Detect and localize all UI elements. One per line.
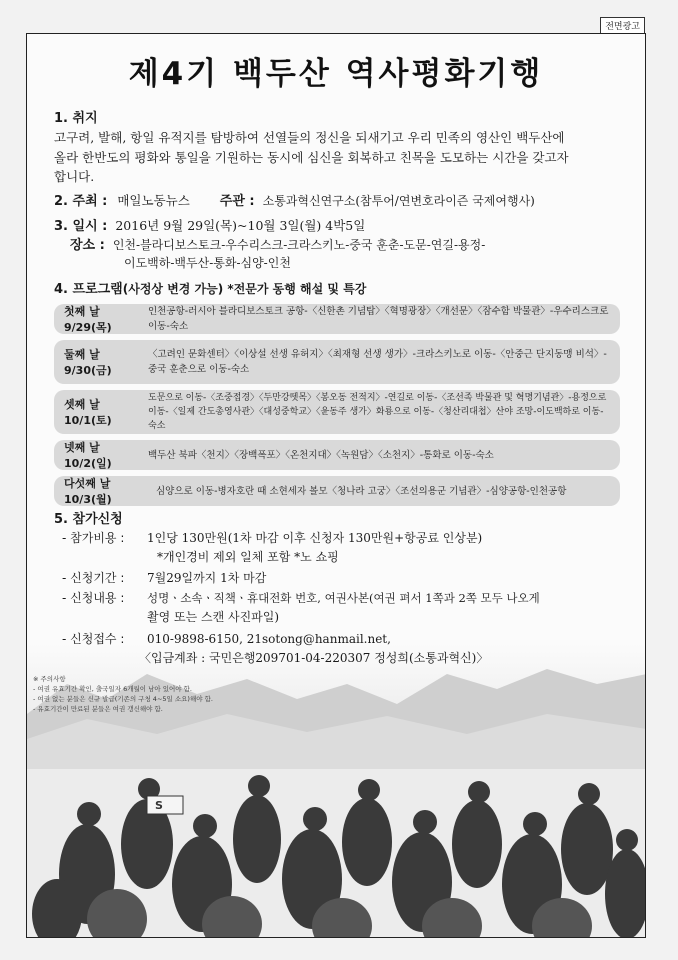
date-label: 3. 일시 : (54, 219, 108, 234)
program-desc: 도문으로 이동-〈조중접경〉〈두만강뗏목〉〈봉오동 전적지〉-연길로 이동-〈조선족 박물관 및 혁명기념관〉-용정으로 이동-〈일제 간도총영사관〉〈대성중학교〉〈윤동주 생가〉화룡으로 이동-〈청산리대첩〉산야 조망-이도백하로 이동-숙소 (148, 393, 607, 431)
program-heading-note: (사정상 변경 가능) (122, 282, 224, 296)
place-line: 이도백하-백두산-통화-심양-인천 (124, 256, 291, 270)
program-row (54, 476, 620, 506)
note-line: - 여권 없는 분들은 신규 발급(기존의 구청 4~5일 소요)해야 함. (33, 695, 213, 703)
date-value: 2016년 9월 29일(목)~10월 3일(월) 4박5일 (115, 218, 366, 233)
program-day: 첫째 날 9/29(목) (64, 305, 112, 334)
place-row (70, 235, 630, 255)
ad-tag: 전면광고 (600, 17, 645, 34)
program-heading (54, 279, 624, 299)
program-row (54, 304, 620, 334)
poster-frame (26, 33, 646, 938)
program-day: 둘째 날 9/30(금) (64, 348, 112, 377)
host-label: 2. 주최 : (54, 194, 108, 209)
program-row (54, 340, 620, 384)
notes (33, 674, 213, 714)
note-line: - 유효기간이 만료된 분들은 여권 갱신해야 함. (33, 705, 163, 713)
program-row (54, 390, 620, 434)
purpose-heading: 1. 취지 (54, 111, 98, 126)
program-desc: 심양으로 이동-병자호란 때 소현세자 볼모〈청나라 고궁〉〈조선의용군 기념관〉-심양공항-인천공항 (156, 485, 567, 497)
program-desc: 백두산 북파〈천지〉〈장백폭포〉〈온천지대〉〈녹원담〉〈소천지〉-통화로 이동-숙소 (148, 449, 494, 461)
place-line: 인천-블라디보스토크-우수리스크-크라스키노-중국 훈춘-도문-연길-용정- (112, 238, 486, 252)
place-label: 장소 : (70, 238, 105, 253)
fee-value: 1인당 130만원(1차 마감 이후 신청자 130만원+항공료 인상분) (147, 531, 483, 545)
purpose-line: 합니다. (54, 169, 95, 184)
program-desc: 인천공항-러시아 블라디보스토크 공항-〈신한촌 기념탑〉〈혁명광장〉〈개선문〉〈잠수함 박물관〉-우수리스크로 이동-숙소 (148, 306, 609, 332)
notes-title: ※ 주의사항 (33, 675, 66, 683)
fee-label: - 참가비용 : (62, 531, 125, 545)
date-row (54, 216, 624, 236)
purpose-line: 올라 한반도의 평화와 통일을 기원하는 동시에 심신을 회복하고 친목을 도모하는 시간을 갖고자 (54, 149, 569, 165)
program-day: 셋째 날 10/1(토) (64, 398, 112, 427)
period-value: 7월29일까지 1차 마감 (147, 571, 267, 585)
apply-contact: 010-9898-6150, 21sotong@hanmail.net, (147, 632, 391, 646)
program-day: 다섯째 날 10/3(월) (64, 477, 112, 506)
apply-heading: 5. 참가신청 (54, 512, 123, 527)
organizer-label: 주관 : (219, 194, 255, 209)
content-label: - 신청내용 : (62, 591, 125, 605)
content-value: 촬영 또는 스캔 사진파일) (147, 610, 280, 624)
apply-label: - 신청접수 : (62, 632, 125, 646)
organizer-value: 소통과혁신연구소(참투어/연변호라이즌 국제여행사) (262, 194, 535, 208)
program-day: 넷째 날 10/2(일) (64, 441, 112, 470)
note-line: - 여권 유효기간 확인, 출국일자 6개월이 남아 있어야 함. (33, 685, 193, 693)
poster-title: 제4기 백두산 역사평화기행 (128, 56, 544, 92)
fee-note: *개인경비 제외 일체 포함 *노 쇼핑 (157, 550, 339, 564)
program-desc: 〈고려인 문화센터〉〈이상설 선생 유허지〉〈최재형 선생 생가〉-크라스키노로 이동-〈안중근 단지동맹 비석〉-중국 훈춘으로 이동-숙소 (148, 349, 607, 375)
program-heading-tail: *전문가 동행 해설 및 특강 (223, 282, 367, 296)
purpose-text (54, 128, 622, 187)
period-label: - 신청기간 : (62, 571, 125, 585)
content-value: 성명ㆍ소속ㆍ직책ㆍ휴대전화 번호, 여권사본(여권 펴서 1쪽과 2쪽 모두 나오게 (147, 591, 540, 605)
purpose-line: 고구려, 발해, 항일 유적지를 탐방하여 선열들의 정신을 되새기고 우리 민족의 영산인 백두산에 (54, 130, 565, 145)
program-heading-main: 4. 프로그램 (54, 282, 123, 297)
svg-text:S: S (155, 799, 163, 812)
host-row (54, 191, 624, 211)
host-value: 매일노동뉴스 (117, 193, 190, 208)
bank-account: 〈입금계좌 : 국민은행209701-04-220307 정성희(소통과혁신)〉 (139, 651, 489, 665)
program-row (54, 440, 620, 470)
